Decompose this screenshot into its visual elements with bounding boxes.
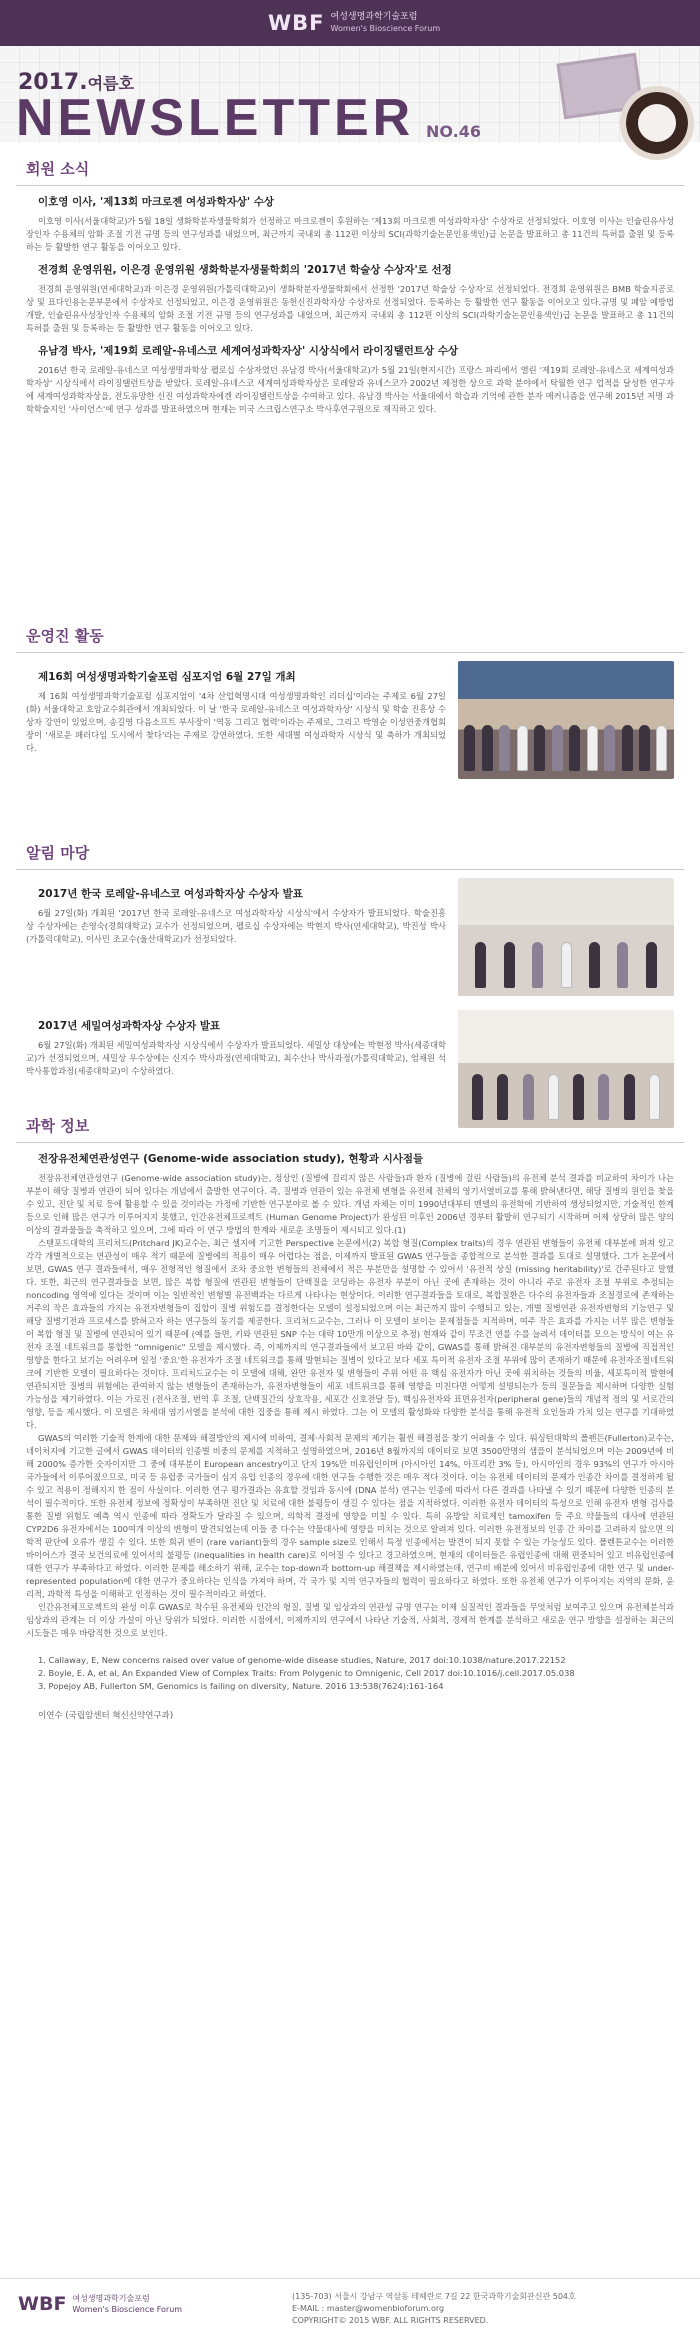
- logo-text: [331, 12, 441, 34]
- article-paragraph: GWAS의 여러한 기술적 한계에 대한 문제와 해결방안의 제시에 비하여, 결제·사회적 문제의 제기는 훨씬 해결점을 찾기 어려울 수 있다. 워싱턴대학의 폴펜든(Fullerton)교수는, 네이처지에 기고한 글에서 GWAS 데이터의 인종별 비중의 문제를 지적하고 설명하였으며, 2016년 8월까지의 데이터로 보면 3500만명의 샘플이 분석되었으며 이는 2009년에 비해 2000% 증가한 숫자이지만 그 중에 대부분이 European ancestry이고 단지 19%만 비유럽인이며 (아시아인 14%, 아프리칸 3% 등), 아시아인의 경우 93%의 연구가 아시아국가들에서 이루어졌으므로, 미국 등 유럽중 국가들이 심지 유입 인종의 경우에 대한 연구들 수행한 것은 매우 적다 것이다. 이는 유전체 데이터의 문제가 인종간 차이를 결정하게 될 수 있고 적용이 정해지지 한 점이 사실이다. 이러한 연구 평가결과는 유효할 것임과 동시에 (DNA 분석) 연구는 인종에 따라서 다른 결과를 나타낼 수 있기 때문에 다양한 인종의 분석이 필수적이다. 또한 유전체 정보에 정확성이 부족하면 진단 및 치료에 대한 불평등이 생길 수 있다는 점을 지적하였다. 이러한 유전자 데이터의 특성으로 인해 유전자 변형 검사를 통한 질병 위험도 예측 역시 인종에 따라 정확도가 달라질 수 있으며, 의학적 결정에 영향을 미칠 수 있다. 특히 유방암 치료제인 tamoxifen 등 주요 약물들의 대사에 연관된 CYP2D6 유전자에서는 100여개 이상의 변형이 발견되었는데 이들 중 다수는 약물대사에 영향을 미치는 것으로 알려져 있다. 이러한 유전정보의 인종 간 차이를 고려하지 않으면 의학적 판단에 오류가 생길 수 있다. 또한 희귀 변이 (rare variant)들의 경우 sample size로 인해서 특정 인종에서는 발견이 되지 못할 수 있는 가능성도 있다. 폴렌튼교수는 이러한 바이어스가 결국 보건의료에 있어서의 불평등 (inequalities in health care)로 이어질 수 있다고 경고하였으며, 현재의 데이터들은 유럽인종에 대해 편중되어 있고 비유럽인종에 대한 연구가 부족하다고 하였다. 이러한 문제를 해소하기 위해, 교수는 top-down과 bottom-up 해결책을 제시하였는데, 연구비 배분에 있어서 비유럽인종에 대한 연구 및 under-represented population에 대한 연구가 중요하다는 인식을 가져야 하며, 각 국가 및 지역 연구자들의 협력이 필요하다고 하였다. 또한 유전체 연구가 이루어지는 지역의 문화, 윤리적, 과학적 특성을 이해하고 인정하는 것이 필수적이라고 하였다.: [26, 1433, 674, 1599]
- article-body: 전경희 운영위원(연세대학교)과 이은경 운영위원(가톨릭대학교)이 생화학분자생물학회에서 선정한 '2017년 학술상 수상자'로 선정되었다. 전경희 운영위원은 BMB 학술지공로상 및 표다인용논문부문에서 수상자로 선정되었고, 이은경 운영위원은 동헌신진과학자상 수상자로 선정되었다. 등록하는 등 활발한 연구 활동을 이어오고 있다.규명 및 폐암 예방법 개발, 인슐린유사성장인자 수용체의 암화 조절 기전 규명 등의 연구성과를 내었으며, 최근까지 국내외 총 112편 이상의 SCI(과학기술논문인용색인)급 논문을 발표하고 총 11건의 특허를 출원 및 등록하는 등 활발한 연구 활동을 이어오고 있다.: [26, 284, 674, 333]
- section-title: 과학 정보: [16, 1115, 684, 1143]
- article-author: 이연수 (국립암센터 혁신신약연구과): [38, 1711, 174, 1721]
- reference: 2. Boyle, E. A, et al, An Expanded View of Complex Traits: From Polygenic to Omnigenic, Cell 2017 doi:10.1016/j.cell.2017.05.038: [38, 1668, 575, 1678]
- article-title: 전장유전체연관성연구 (Genome-wide association study), 현황과 시사점들: [38, 1153, 424, 1165]
- footer-logo-korean: 여성생명과학기술포럼: [72, 2294, 150, 2303]
- footer-logo-english: Women's Bioscience Forum: [72, 2305, 183, 2314]
- article-body: 6월 27일(화) 개최된 '2017년 한국 로레알-유네스코 여성과학자상 시상식'에서 수상자가 발표되었다. 학술진흥상 수상자에는 손영숙(경희대학교) 교수가 선정되었으며, 펠로십 수상자에는 박현지 박사(연세대학교), 박진성 박사(가톨릭대학교), 이사민 조교수(울산대학교)가 선정되었다.: [26, 908, 446, 944]
- article-paragraph: 전장유전체연관성연구 (Genome-wide association study)는, 정상인 (질병에 걸리지 않은 사람들)과 환자 (질병에 걸린 사람들)의 유전체 분석 결과를 비교하여 차이가 나는 부분이 해당 질병과 연관이 되어 있다는 개념에서 출발한 연구이다. 즉, 질병과 연관이 있는 유전체 변형을 유전체 전체의 영기서열비교를 통해 밝혀낸다면, 해당 질병의 원인을 찾을 수 있고, 진단 및 치료 등에 활용할 수 있을 것이라는 가정에 기반한 연구분야로 볼 수 있다. 개념 자체는 이미 1990년대부터 멘델의 유전학에 기반하여 생성되었지만, 기술적인 한계 등으로 인해 많은 연구가 이루어지지 못했고, 인간유전체프로젝트 (Human Genome Project)가 완성된 이후인 2006년 경부터 활발히 연구되기 시작하며 어제 상당히 많은 양의 이상의 결과물들을 축적하고 있으며, 그에 따라 이 연구 방법의 한계와 새로운 조명들이 제시되고 있다.(1): [26, 1173, 674, 1235]
- loreal-award-photo: [458, 878, 674, 996]
- article: [26, 262, 674, 335]
- article-paragraph: 인간유전체프로젝트의 완성 이후 GWAS로 착수된 유전체와 인간의 형질, 질병 및 임상과의 연관성 규명 연구는 이제 실질적인 결과들을 무엇처럼 보여주고 있으며 유전체분석과 임상과의 관계는 더 이상 가설이 아닌 당위가 되었다. 이러한 시점에서, 이제까지의 연구에서 나타난 기술적, 사회적, 경제적 한계를 분석하고 새로운 연구 방향을 설정하는 최근의 시도들은 매우 바람직한 것으로 보인다.: [26, 1602, 674, 1638]
- article: [26, 1151, 674, 1721]
- article: [26, 1010, 674, 1128]
- footer: [0, 2278, 700, 2339]
- article-body: 이호영 이사(서울대학교)가 5월 18일 생화학분자생물학회가 선정하고 마크로젠이 후원하는 '제13회 마크로젠 여성과학자상' 수상자로 선정되었다. 이호영 이사는 인슐린유사성장인자 수용체의 암화 조절 기전 규명 등의 연구성과를 내었으며, 최근까지 국내외 총 112편 이상의 SCI(과학기술논문인용색인)급 논문을 발표하고 총 11건의 특허를 출원 및 등록하는 등 활발한 연구 활동을 이어오고 있다.: [26, 216, 674, 252]
- article-title: 유남경 박사, '제19회 로레알-유네스코 세계여성과학자상' 시상식에서 라이징탤런트상 수상: [38, 345, 459, 357]
- logo-korean: 여성생명과학기술포럼: [330, 12, 418, 22]
- section-notice: [16, 842, 684, 1136]
- article-title: 제16회 여성생명과학기술포럼 심포지엄 6월 27일 개최: [38, 671, 296, 683]
- footer-address: (135-703) 서울시 강남구 역삼동 테헤란로 7길 22 한국과학기술회관신관 504호: [292, 2292, 576, 2301]
- newsletter-title: NEWSLETTER: [16, 89, 415, 147]
- article-title: 2017년 한국 로레알-유네스코 여성과학자상 수상자 발표: [38, 888, 303, 900]
- section-operations: [16, 625, 684, 787]
- article-body: 2016년 한국 로레알-유네스코 여성생명과학상 펠로십 수상자였던 유남경 박사(서울대학교)가 5월 21일(현지시간) 프랑스 파리에서 열린 '제19회 로레알-유네스코 세계여성과학자상' 시상식에서 라이징탤런트상을 받았다. 로레알-유네스코 세계여성과학자상은 로레알과 유네스코가 2002년 제정한 상으로 과학 분야에서 탁월한 연구 업적을 달성한 연구자에 세계여성과학자상을, 전도유망한 신진 여성과학자에겐 라이징탤런트상을 수여하고 있다. 유남경 박사는 서울대에서 학습과 기억에 관한 분자 메커니즘을 연구해 2015년 저명 과학학술지인 '사이언스'에 연구 성과를 발표하였으며 현재는 미국 스크립스연구소 박사후연구원으로 재직하고 있다.: [26, 365, 674, 414]
- reference: 1. Callaway, E, New concerns raised over value of genome-wide disease studies, Nature, 2017 doi:10.1038/nature.2017.22152: [38, 1655, 566, 1665]
- section-title: 운영진 활동: [16, 625, 684, 653]
- section-member-news: [16, 158, 684, 424]
- section-title: 알림 마당: [16, 842, 684, 870]
- article-title: 2017년 세밀여성과학자상 수상자 발표: [38, 1020, 221, 1032]
- article-title: 전경희 운영위원, 이은경 운영위원 생화학분자생물학회의 '2017년 학술상 수상자'로 선정: [38, 264, 452, 276]
- article-body: 6월 27일(화) 개최된 세밀여성과학자상 시상식에서 수상자가 발표되었다. 세밀상 대상에는 박현정 박사(세종대학교)가 선정되었으며, 세밀상 우수상에는 신지수 박사과정(연세대학교), 최수산나 박사과정(가톨릭대학교), 엄채원 석박사통합과정(세종대학교)이 수상하였다.: [26, 1040, 446, 1076]
- article-paragraph: 스탠포드대학의 프리처드(Pritchard JK)교수는, 최근 셀지에 기고한 Perspective 논문에서(2) 복합 형질(Complex traits)의 경우 연관된 변형들이 유전체 대부분에 퍼져 있고 각각 개별적으로는 연관성이 매우 적기 때문에 질병에의 적용이 매우 어렵다는 점을, 이제까지 발표된 GWAS 연구들을 종합적으로 분석한 결과를 토대로 설명했다. 그가 논문에서 보면, GWAS 연구 결과들에서, 매우 전형적인 형질에서 조차 중요한 변형들의 전체에서 적은 부분만을 설명할 수 있어서 '유전적 상실 (missing heritability)'로 간주된다고 말했다. 또한, 최근의 연구결과들을 보면, 많은 복합 형질에 연관된 변형들이 단백질을 코딩하는 유전자 부분이 아닌 곳에 존재하는 것이 아니라 주로 유전자 조절 부위로 추정되는 noncoding 영역에 있다는 것이며 이는 일반적인 변형별 유전백과는 다르게 나타나는 현상이다. 이러한 연구결과들을 토대로, 복합질환은 다수의 유전자들과 조절경로에 존재하는 거주의 작은 효과들의 가지는 유전자변형들이 집합이 질병 위험도를 결정한다는 모델이 설정되었으며 이는 최근까지 많이 수행되고 있는, 개별 질병연관 유전자변형의 기능연구 및 해당 질병기전과 프로세스를 밝혀고자 하는 연구들의 동기를 제공한다. 프리처드교수는, 그러나 이 모델이 보이는 문제점들을 지적하며, 여주 작은 효과를 가지는 너무 많은 변형들이 복합 형질 및 질병에 연관되어 있기 때문에 (예를 들면, 키와 연관된 SNP 수는 대략 10만개 이상으로 추정) 현재와 같이 무조건 연를 수를 늘려서 데이터를 모으는 방식이 여는 유전자 조절 네트워크를 통합한 "omnigenic" 모델을 제시했다. 즉, 이제까지의 연구결과들에서 보고된 바와 같이, GWAS를 통해 밝혀진 대부분의 유전자변형들의 질병에 직접적인 영향을 한다고 보기는 어려우며 일정 '중요'한 유전자가 조절 네트워크를 통해 발현되는 질병이 있다고 보다 세포 특이적 유전자 조절 부위에 많이 존재하기 때문에 유전자조절네트워크에 기반한 모델이 필요하다는 것이다. 프리처드교수는 이 모델에 대해, 완만 유전자 및 변형들이 주위 어떤 유 핵심 유전자가 아닌 곳에 위치하는 것들의 비율, 세포특이적 발현에 연관되지만 질병의 위험에는 관여하지 않는 변형들이 존재하는가, 유전자변형들이 세포 네트워크를 통해 영향을 미친다면 어떻게 설명되는가 등의 질문들을 제시하며 다양한 실험 가능성을 제기하였다. 이는 가로진 (전사조절, 번역 후 조절, 단백질간의 상호작용, 세포간 신호전달 등), 핵심유전자와 표면유전자(peripheral gene)들의 개념적 정의 및 서로간의 영향, 등을 제시했다. 이 모델은 차세대 염기서열을 분석에 대한 집중을 통해 제시 하였다. 그는 이 모델의 활성화와 다양한 분석을 통해 유전적 요인들과 가치 있는 연구를 기대하였다.: [26, 1238, 674, 1430]
- header-logo[interactable]: [268, 9, 468, 37]
- article: [26, 661, 674, 779]
- article-body: 제 16회 여성생명과학기술포럼 심포지엄이 '4차 산업혁명시대 여성생명과학인 리더십'이라는 주제로 6월 27일(화) 서울대학교 호암교수회관에서 개최되었다. 이 날 '한국 로레알-유네스코 여성과학자상' 시상식 및 학술 진흥상 수상자 강연이 있었으며, 송길영 다음소프트 부사장이 '역동 그리고 협력'이라는 주제로, 그리고 박영순 이성연중개협회장이 '새로운 패러다임 도시에서 찾다'라는 주제로 강연하였다. 또한 세대별 여성과학자 시상식 및 축하가 개최되었다.: [26, 691, 446, 753]
- article: [26, 343, 674, 416]
- logo-mark: WBF: [268, 11, 325, 35]
- footer-logo-mark: WBF: [18, 2293, 67, 2315]
- issue-season: 여름호: [87, 74, 134, 93]
- footer-info: [292, 2291, 576, 2327]
- section-science: [16, 1115, 684, 1729]
- top-banner: [0, 0, 700, 46]
- section-title: 회원 소식: [16, 158, 684, 186]
- coffee-cup-icon: [620, 86, 694, 160]
- article-title: 이호영 이사, '제13회 마크로젠 여성과학자상' 수상: [38, 196, 275, 208]
- reference: 3. Popejoy AB, Fullerton SM, Genomics is failing on diversity, Nature. 2016 13:538(7624):161-164: [38, 1681, 444, 1691]
- footer-copyright: COPYRIGHT© 2015 WBF. ALL RIGHTS RESERVED.: [292, 2316, 489, 2325]
- issue-year: 2017.: [18, 70, 88, 95]
- issue-number: NO.46: [426, 122, 481, 141]
- article: [26, 878, 674, 996]
- semil-award-photo: [458, 1010, 674, 1128]
- article: [26, 194, 674, 254]
- logo-english: Women's Bioscience Forum: [330, 24, 441, 33]
- footer-logo-text: [72, 2293, 182, 2315]
- footer-email[interactable]: E-MAIL : master@womenbioforum.org: [292, 2304, 445, 2313]
- footer-logo[interactable]: [18, 2293, 182, 2315]
- symposium-group-photo: [458, 661, 674, 779]
